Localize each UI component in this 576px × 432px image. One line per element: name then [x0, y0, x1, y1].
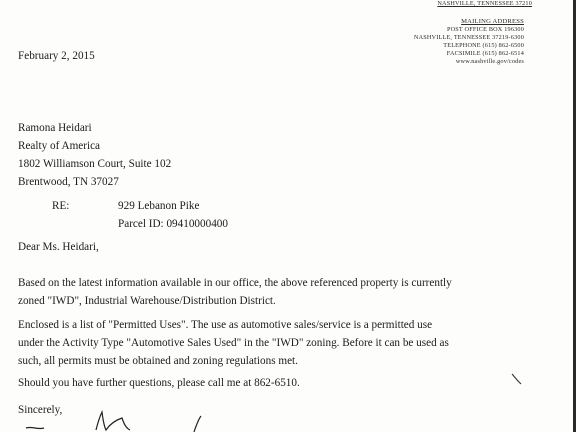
- recipient-name: Ramona Heidari: [18, 122, 92, 134]
- website-line: www.nashville.gov/codes: [455, 58, 524, 65]
- pen-mark-icon: [510, 372, 524, 386]
- letterhead-city: NASHVILLE, TENNESSEE 37210: [437, 0, 532, 7]
- letterhead-street-address: [382, 0, 532, 8]
- recipient-address: [18, 120, 171, 192]
- signature: [18, 406, 218, 432]
- paragraph-line: Enclosed is a list of "Permitted Uses". The use as automotive sales/service is a permitted use: [18, 319, 433, 331]
- re-parcel-id: Parcel ID: 09410000400: [118, 218, 228, 230]
- re-label: RE:: [52, 200, 70, 212]
- paragraph-line: Based on the latest information available in our office, the above referenced property is currently: [18, 277, 452, 289]
- recipient-company: Realty of America: [18, 140, 101, 152]
- paragraph-contact: Should you have further questions, please call me at 862-6510.: [18, 377, 300, 389]
- salutation: Dear Ms. Heidari,: [18, 241, 99, 253]
- re-property-address: 929 Lebanon Pike: [118, 200, 200, 212]
- telephone-line: TELEPHONE (615) 862-6500: [443, 42, 524, 49]
- mailing-line: POST OFFICE BOX 196300: [446, 26, 524, 33]
- paragraph-line: such, all permits must be obtained and zoning regulations met.: [18, 355, 298, 367]
- paragraph-permitted-uses: [18, 317, 576, 371]
- closing: Sincerely,: [18, 404, 63, 416]
- letter-date: February 2, 2015: [18, 50, 95, 62]
- paragraph-line: under the Activity Type "Automotive Sales Used" in the "IWD" zoning. Before it can be used as: [18, 337, 449, 349]
- recipient-city: Brentwood, TN 37027: [18, 176, 119, 188]
- re-subject: [118, 198, 228, 234]
- paragraph-zoning: [18, 275, 576, 311]
- recipient-street: 1802 Williamson Court, Suite 102: [18, 158, 172, 170]
- mailing-line: NASHVILLE, TENNESSEE 37219-6300: [413, 34, 524, 41]
- letterhead-mailing-address: [374, 18, 524, 66]
- paragraph-line: zoned "IWD", Industrial Warehouse/Distribution District.: [18, 295, 276, 307]
- facsimile-line: FACSIMILE (615) 862-6514: [446, 50, 524, 57]
- mailing-heading: MAILING ADDRESS: [461, 18, 524, 25]
